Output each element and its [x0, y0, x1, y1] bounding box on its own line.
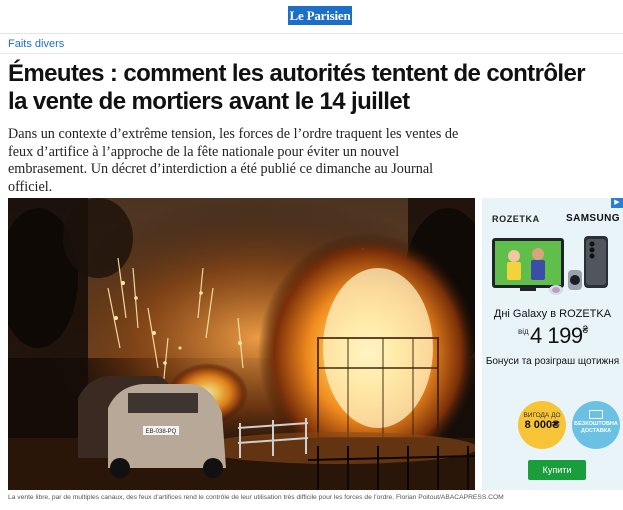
article-lede: Dans un contexte d’extrême tension, les forces de l’ordre traquent les ventes de feux d’artifice à l’approche de la fête nationale pour éviter un nouvel embrasement. Un décret d’interdiction a été publié ce dimanche au Journal officiel.	[8, 126, 459, 195]
le-parisien-logo[interactable]: Le Parisien	[289, 8, 351, 23]
ad-title: Дні Galaxy в ROZETKA	[493, 308, 612, 320]
ad-currency: ₴	[582, 325, 588, 336]
ad-benefit-badge	[518, 401, 566, 449]
ad-benefit-label: ВИГОДА ДО	[523, 412, 561, 419]
ad-brand-rozetka: ROZETKA	[492, 214, 540, 224]
article-photo[interactable]	[8, 198, 475, 490]
ad-delivery-badge	[572, 401, 620, 449]
ad-bonus-text: Бонуси та розіграш щотижня	[485, 356, 620, 367]
ad-benefit-value: 8 000₴	[524, 419, 560, 431]
license-plate: EB-038-PQ	[145, 429, 177, 435]
ad-products-image	[490, 234, 618, 300]
divider	[0, 53, 623, 54]
rubric-link[interactable]: Faits divers	[8, 38, 65, 50]
ad-brand-samsung: SAMSUNG	[566, 213, 620, 224]
ad-price-value: 4 199	[530, 323, 583, 348]
ad-buy-button[interactable]: Купити	[528, 460, 586, 480]
site-header	[0, 0, 623, 34]
ad-price	[530, 323, 588, 349]
article-headline: Émeutes : comment les autorités tentent de contrôler la vente de mortiers avant le 14 juillet	[8, 60, 585, 115]
ad-price-prefix: від	[518, 327, 529, 336]
ad-delivery-label: БЕЗКОШТОВНА ДОСТАВКА	[574, 421, 618, 434]
ad-arrow-icon[interactable]: ▶	[611, 198, 623, 208]
advertisement[interactable]	[482, 198, 623, 490]
riot-fire-image	[8, 198, 475, 490]
photo-caption: La vente libre, par de multiples canaux, des feux d’artifices rend le contrôle de leur utilisation très difficile pour les forces de l’ordre. Florian Poitout/ABACAPRESS.COM	[8, 494, 504, 501]
truck-icon	[589, 410, 603, 419]
